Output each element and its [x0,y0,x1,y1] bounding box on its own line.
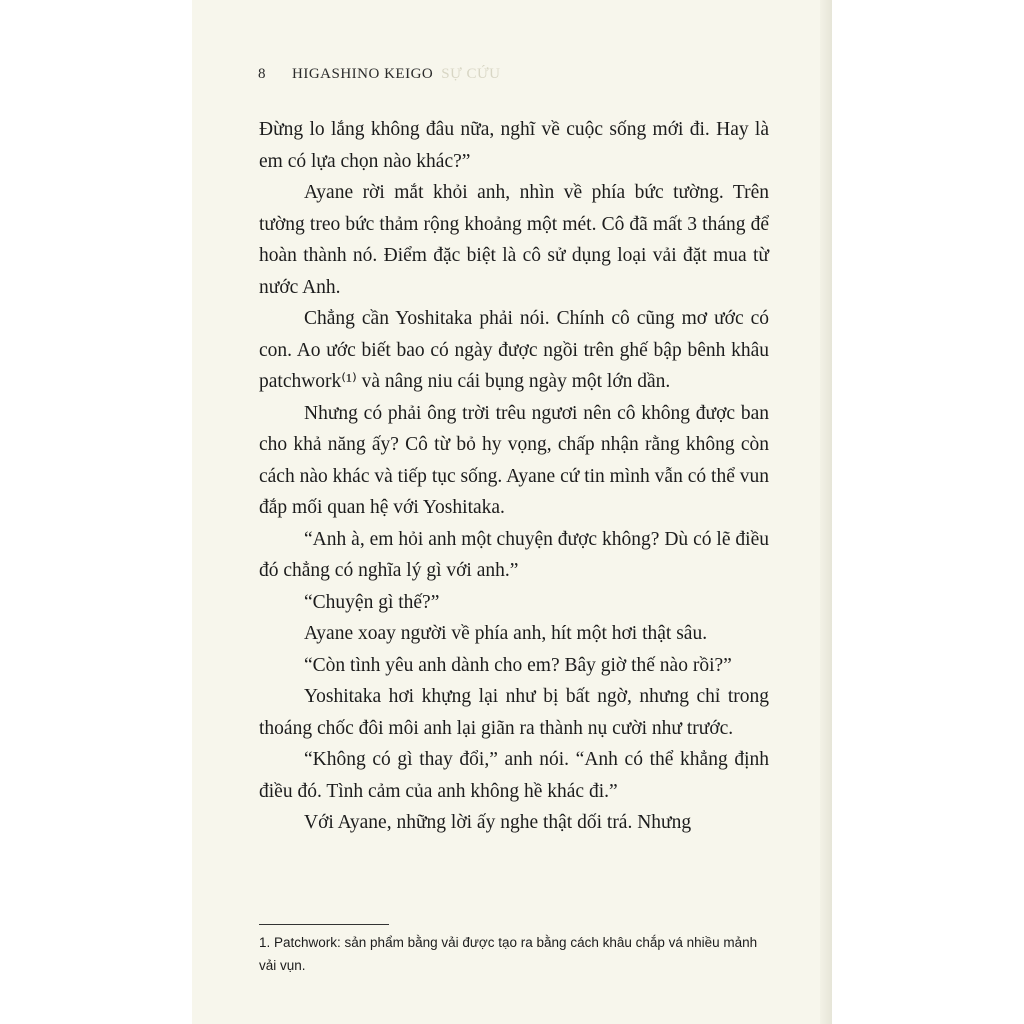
running-head [258,66,500,83]
page-number: 8 [258,66,266,82]
footnote: 1. Patchwork: sản phẩm bằng vải được tạo ra bằng cách khâu chắp vá nhiều mảnh vải vụn. [259,935,758,973]
paragraph: “Còn tình yêu anh dành cho em? Bây giờ thế nào rồi?” [304,654,732,676]
paragraph: Ayane xoay người về phía anh, hít một hơi thật sâu. [304,623,708,644]
paragraph: Nhưng có phải ông trời trêu ngươi nên cô không được ban cho khả năng ấy? Cô từ bỏ hy vọng, chấp nhận rằng không còn cách nào khác và tiếp tục sống. Ayane cứ tin mình vẫn có thể vun đắp mối quan hệ với Yoshitaka. [259,402,769,518]
book-page [192,0,832,1024]
paragraph: Với Ayane, những lời ấy nghe thật dối trá. Nhưng [304,812,692,833]
paragraph: “Anh à, em hỏi anh một chuyện được không? Dù có lẽ điều đó chẳng có nghĩa lý gì với anh.” [259,528,769,581]
page-edge-shadow [820,0,832,1024]
paragraph: Yoshitaka hơi khựng lại như bị bất ngờ, nhưng chỉ trong thoáng chốc đôi môi anh lại giãn ra thành nụ cười như trước. [259,686,769,739]
body-text [259,114,769,839]
paragraph: “Chuyện gì thế?” [304,591,440,613]
paragraph: Đừng lo lắng không đâu nữa, nghĩ về cuộc sống mới đi. Hay là em có lựa chọn nào khác?” [259,119,769,172]
show-through-title: SỰ CỨU [441,66,501,82]
paragraph: Chẳng cần Yoshitaka phải nói. Chính cô cũng mơ ước có con. Ao ước biết bao có ngày được ngồi trên ghế bập bênh khâu patchwork⁽¹⁾ và nâng niu cái bụng ngày một lớn dần. [259,308,769,392]
footnote-divider [259,924,389,925]
author-name: HIGASHINO KEIGO [292,66,434,82]
paragraph: Ayane rời mắt khỏi anh, nhìn về phía bức tường. Trên tường treo bức thảm rộng khoảng một mét. Cô đã mất 3 tháng để hoàn thành nó. Điểm đặc biệt là cô sử dụng loại vải đặt mua từ nước Anh. [259,182,769,298]
paragraph: “Không có gì thay đổi,” anh nói. “Anh có thể khẳng định điều đó. Tình cảm của anh không hề khác đi.” [259,749,769,802]
